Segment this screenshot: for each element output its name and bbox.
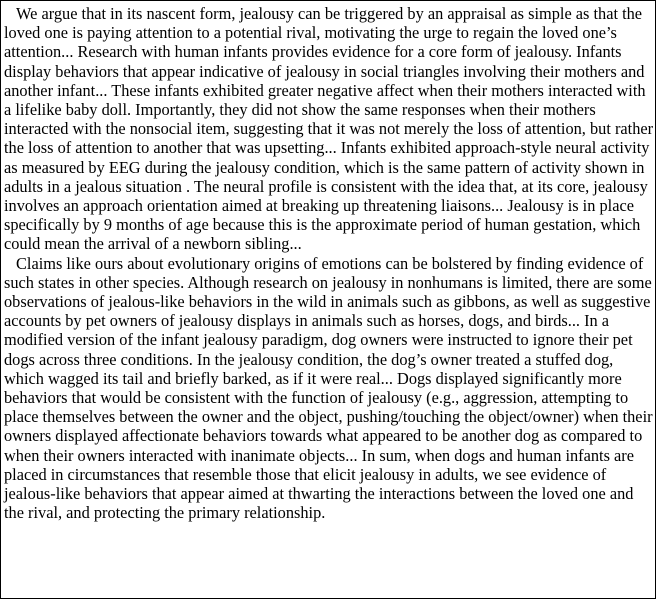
paragraph-infants: We argue that in its nascent form, jealousy can be triggered by an appraisal as simple as that the loved one is paying attention to a potential rival, motivating the urge to regain the loved one’s attention... Research with human infants provides evidence for a core form of jealousy. Infants display behaviors that appear indicative of jealousy in social triangles involving their mothers and another infant... These infants exhibited greater negative affect when their mothers interacted with a lifelike baby doll. Importantly, they did not show the same responses when their mothers interacted with the nonsocial item, suggesting that it was not merely the loss of attention, but rather the loss of attention to another that was upsetting... Infants exhibited approach-style neural activity as measured by EEG during the jealousy condition, which is the same pattern of activity shown in adults in a jealous situation . The neural profile is consistent with the idea that, at its core, jealousy involves an approach orientation aimed at breaking up threatening liaisons... Jealousy is in place specifically by 9 months of age because this is the approximate period of human gestation, which could mean the arrival of a newborn sibling... (4, 4, 654, 254)
passage (4, 4, 656, 522)
paragraph-dogs: Claims like ours about evolutionary origins of emotions can be bolstered by finding evidence of such states in other species. Although research on jealousy in nonhumans is limited, there are some observations of jealous-like behaviors in the wild in animals such as gibbons, as well as suggestive accounts by pet owners of jealousy displays in animals such as horses, dogs, and birds... In a modified version of the infant jealousy paradigm, dog owners were instructed to ignore their pet dogs across three conditions. In the jealousy condition, the dog’s owner treated a stuffed dog, which wagged its tail and briefly barked, as if it were real... Dogs displayed significantly more behaviors that would be consistent with the function of jealousy (e.g., aggression, attempting to place themselves between the owner and the object, pushing/touching the object/owner) when their owners displayed affectionate behaviors towards what appeared to be another dog as compared to when their owners interacted with inanimate objects... In sum, when dogs and human infants are placed in circumstances that resemble those that elicit jealousy in adults, we see evidence of jealous-like behaviors that appear aimed at thwarting the interactions between the loved one and the rival, and protecting the primary relationship. (4, 253, 653, 523)
